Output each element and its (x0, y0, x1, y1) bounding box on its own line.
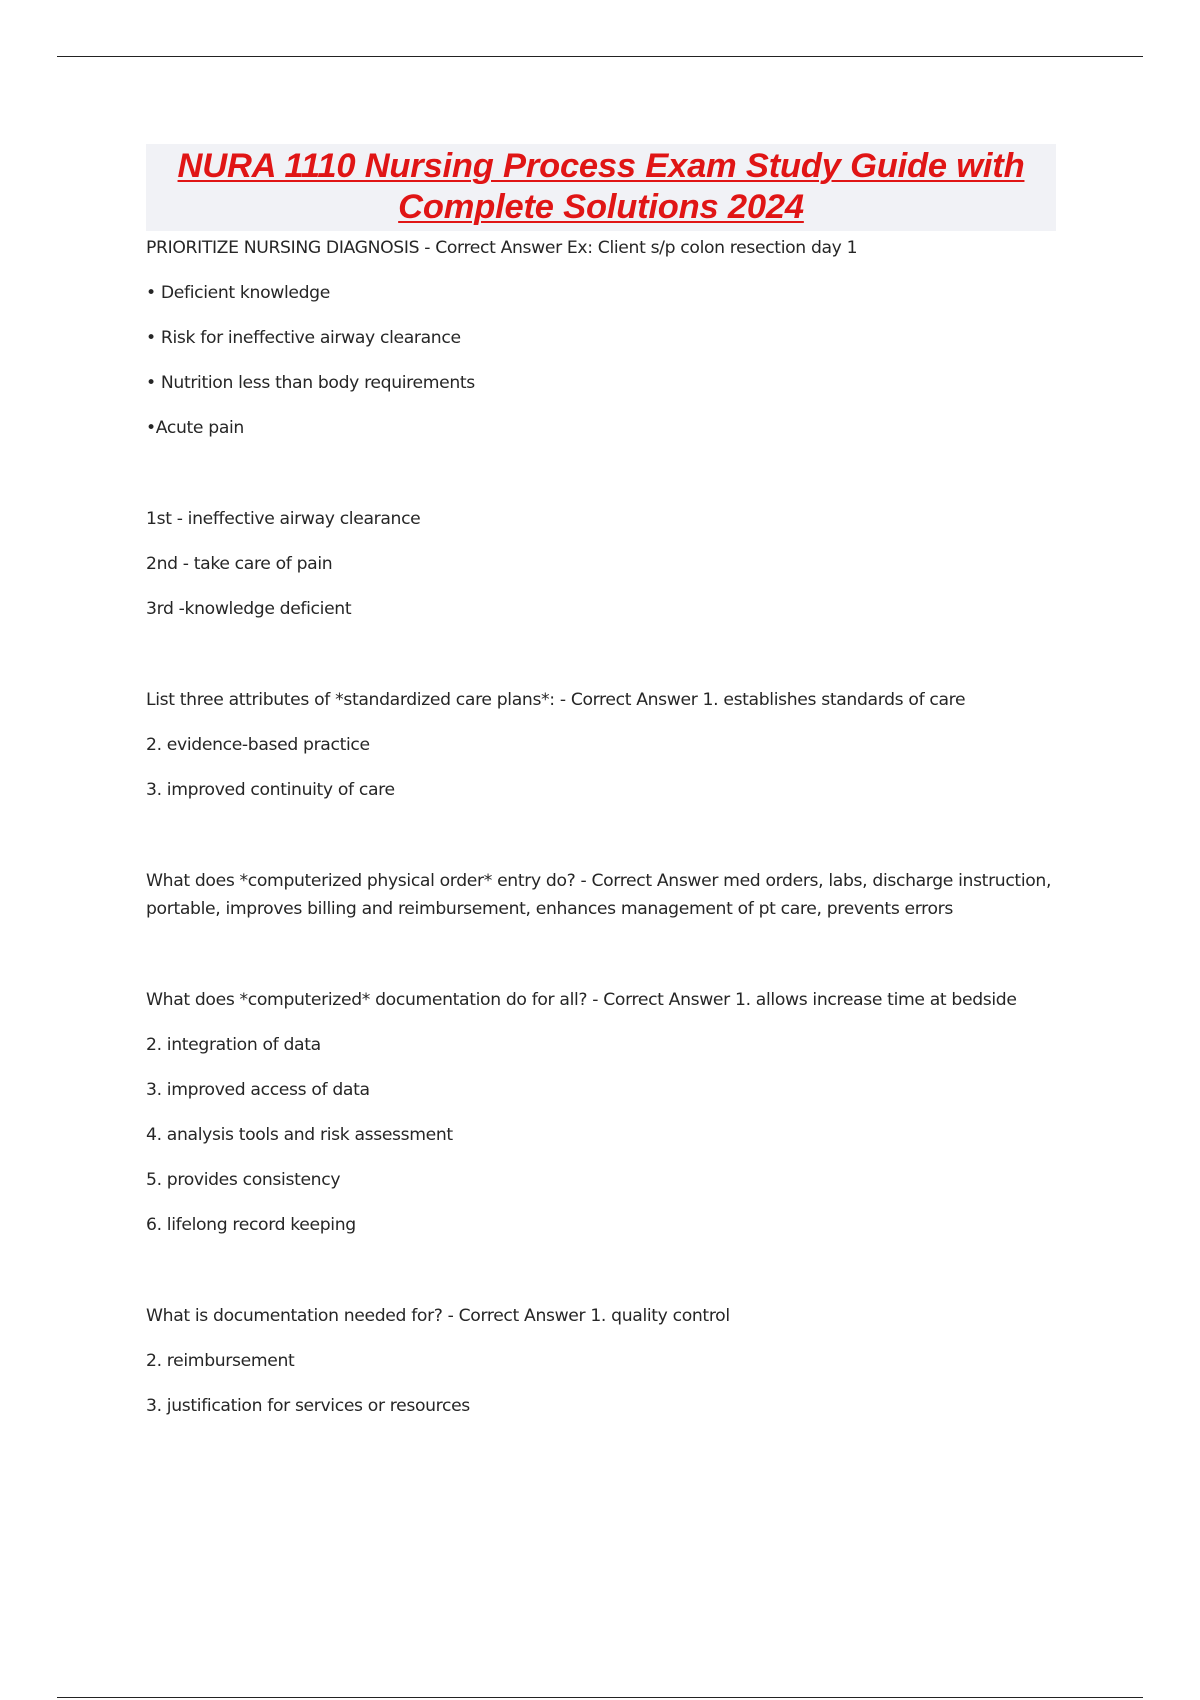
list-item: 3. justification for services or resources (146, 1396, 470, 1416)
top-rule (57, 56, 1143, 57)
section-computerized-documentation (146, 986, 1056, 1239)
list-item: 6. lifelong record keeping (146, 1215, 356, 1235)
document-title: NURA 1110 Nursing Process Exam Study Guide with Complete Solutions 2024 (177, 147, 1025, 226)
section-care-plans (146, 686, 1056, 804)
section-documentation-needs (146, 1302, 1056, 1420)
list-item: 3. improved continuity of care (146, 780, 395, 800)
spacer (146, 940, 1056, 986)
list-item: 2. evidence-based practice (146, 735, 370, 755)
bottom-rule (57, 1697, 1143, 1698)
list-item: • Nutrition less than body requirements (146, 373, 475, 393)
section-cpoe (146, 867, 1056, 923)
title-banner (146, 144, 1056, 231)
section-priority-order (146, 505, 1056, 623)
list-item: 5. provides consistency (146, 1170, 341, 1190)
document-page (146, 144, 1056, 1437)
list-item: 1st - ineffective airway clearance (146, 509, 421, 529)
question-line: What does *computerized* documentation do for all? - Correct Answer 1. allows increase time at bedside (146, 990, 1017, 1010)
spacer (146, 1256, 1056, 1302)
list-item: 2nd - take care of pain (146, 554, 333, 574)
question-line: What does *computerized physical order* entry do? - Correct Answer med orders, labs, discharge instruction, portable, improves billing and reimbursement, enhances management of pt care, prevents errors (146, 871, 1052, 919)
list-item: 3. improved access of data (146, 1080, 370, 1100)
spacer (146, 459, 1056, 505)
question-line: What is documentation needed for? - Correct Answer 1. quality control (146, 1306, 730, 1326)
question-line: PRIORITIZE NURSING DIAGNOSIS - Correct Answer Ex: Client s/p colon resection day 1 (146, 238, 858, 258)
section-prioritize (146, 234, 1056, 442)
spacer (146, 821, 1056, 867)
list-item: 2. reimbursement (146, 1351, 295, 1371)
list-item: 3rd -knowledge deficient (146, 599, 352, 619)
spacer (146, 640, 1056, 686)
list-item: • Deficient knowledge (146, 283, 330, 303)
list-item: • Risk for ineffective airway clearance (146, 328, 461, 348)
list-item: 2. integration of data (146, 1035, 321, 1055)
list-item: •Acute pain (146, 418, 244, 438)
question-line: List three attributes of *standardized care plans*: - Correct Answer 1. establishes standards of care (146, 690, 966, 710)
list-item: 4. analysis tools and risk assessment (146, 1125, 453, 1145)
